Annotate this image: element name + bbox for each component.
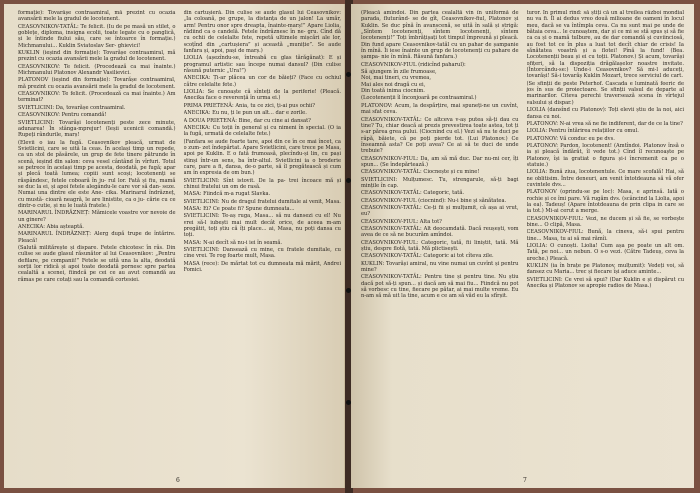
- paragraph: ANECIKA: Cu toții în general și cu nimeni în special. (O ia la fugă, urmată de celelalte fete.): [183, 124, 341, 138]
- paragraph: Să ajungem în zile frumoase, Noi, mai tineri, cu vremea, Mai ales noi dragă cu ei, Din toată inima ciocnim.: [361, 69, 437, 95]
- paragraph: CEASOVNIKOV: Pentru comandă!: [18, 112, 107, 119]
- paragraph: A DOUA PRIETENĂ: Bine, dar cu cine ai dansat?: [183, 117, 311, 124]
- left-page: [4, 4, 347, 488]
- paragraph: SVIETLICINI: Mulțumesc. Tu, strengarule, să-ți bagi mințile în cap.: [361, 176, 519, 189]
- paragraph: SVIETLICINI: Ce vrei să spui? (Dar Kuklin e și dispărut cu Anecika și Platonov se apropie radios de Masa.): [526, 276, 684, 290]
- paragraph: CEASOVNIKOV-TATĂL: Te felicit. (Iu de pe masă un stilet, o goblețe, diploma, insigna ecolii, toate legate cu o panglică, și le întinde fiului său, care se întoarce în formație.) Michmanului... Kuklin Sviatoslav Ser- ghievici!: [18, 23, 176, 49]
- paragraph: SVIETLICINI: Sînt istovit. De la pa- trei încoace mă și chinui fratelui un om de rasă.: [183, 177, 341, 190]
- paragraph: LIOLIA: Bună ziua, locotenentule. Ce mare scofală! Hai, să ne oblitisim. Între deneuri, am venit întotdeauna să vă ofer cuvintele dvs...: [526, 169, 684, 188]
- paragraph: PRIMA PRIETENĂ: Ania, tu ce zici, ți-ai pus ochii?: [183, 102, 316, 109]
- paragraph: ANECIKA: Abia așteaptă.: [18, 224, 84, 230]
- paragraph: PLATONOV (oprindu-se pe loc): Masa, e aprinsă. Iată o rochie și ce îmi pare. Vă rugăm dvs. (scâncind la Liolia, apoi la ea). Tadeuș! (Apare întotdeauna de prin clipa in care se ia tot.) Mi-ai cerut a merge.: [526, 189, 684, 215]
- paragraph: MARINARUL ÎNDRĂZNEȚ: Alerg după trupe de întărire. Pleacă!: [18, 231, 176, 244]
- paragraph: turor. În primul rînd: să știți că un al treilea război mondial nu va fi. Îl ai dedus vreo două milioane de oameni în locul meu, dacă se va întîmpla ceva. Ca nu sunt mai pe unde de bătaia ceva... le cunoaștem, dar și ce mi se stă spus și să fie ca ca și o mamă tulbure, au de dar comandă și cuviinciosă, au fost tot ce în plus a luat tot decît chiar de crisis! Ia sănătatea voastră și a flotei! Pînă la fund! (Bea. Locotenenții beau și ei cu toții. Platonov.) Și acum, tovarăși ofițeri, să la dispoziția drăgălașelor noastre invitate. (Întorcându-se:) Unde-i Ceasovnikov? Să mi-l aduceți, tovarăși! Să-i tovarăș Kuklin Mozart, trece serviciul de cart.: [526, 10, 684, 80]
- paragraph: CEASOVNIKOV-FIUL (ridicînd paharul):: [361, 61, 466, 68]
- paragraph: SVIETLICINI: Tovarăși locotenenți peste zece minute, adunarea! În stânga-mprejur! (Ieșii ucenicii comandă.) Rupeți rândurile, marș!: [18, 119, 176, 139]
- paragraph: LIOLIA (așezîndu-se, întreabă cu glas tărăgănat): E și programul artistic sau începe numai dansul? (Din culise răsună puternic „Ura!”): [183, 55, 341, 75]
- paragraph: LIOLIA: Pentru întărirea relațiilor cu omul.: [526, 128, 639, 135]
- paragraph: CEASOVNIKOV-TATĂL: Ce altceva v-aș putea să-ți dau cu tine? Tu, chiar deacă ai prezis prevestirea toate astea, tot ți s-ar părea grea pului. (Ciocnind cu el.) Vezi să nu te duci pe râpă, băiete, că pe poți pierde tot. (Lui Platonov.) Ce înseamnă asta? Ce poți avea? Ce ai să te duci de unde trebuie?: [361, 116, 519, 155]
- paragraph: MASA: Fiindcă m-a rugat Slavka.: [183, 191, 271, 198]
- paragraph: CEASOVNIKOV-FIUL: Bună, la cineva, să-i spui pentru tine... Masa, tu ai să mai rămîi.: [526, 229, 684, 242]
- paragraph: ANECIKA: Ți-ar plăcea un cor de băieți? (Face cu ochiul către celelalte fete.): [183, 75, 341, 88]
- left-page-column-1: [18, 10, 176, 470]
- paragraph: CEASOVNIKOV-TATĂL: Pentru tine și pentru tine. Nu știu dacă pot să-ți spun... și dacă am să mai fiu... Fiindcă nu pot să vorbesc cu tine, fiecare pe pătar, ai mai multe vreme. Eu n-am să mă uit la tine, acum e ce am să văd eu la sfîrșit.: [361, 274, 519, 300]
- paragraph: KUKLIN: Tovarăși amiral, nu vine numai un cuvînt și pentru mine?: [361, 260, 519, 274]
- paragraph: ANECIKA: Eu nu, ți le pun un alt... dar e zorile.: [183, 110, 307, 117]
- paragraph: KUKLIN (ieșind din formație): Tovarășe contraamiral, mă prezint cu ocazia avansării mele la gradul de locotenent.: [18, 50, 176, 63]
- paragraph: CEASOVNIKOV-FIUL: Vezi, ne ducem și să fie, se vorbește bine... O clipă, Masa.: [526, 215, 684, 228]
- paragraph: CEASOVNIKOV-TATĂL: Ciocnește și cu mine!: [361, 169, 480, 176]
- paragraph: (Salută militărește și dispare. Fetele chicotesc în râs. Din culise se aude glasul răsunător al lui Ceasovnikov: „Pentru defilare, pe companii!” Fetele se uită una la alta, deodată sorții lor ridică și apoi toate deodată pornesc spre partea cealaltă a scenei, fiindcă pe cei ce au avut comandă au rămas pe care cotați sau la comandă cortesiei.: [18, 245, 176, 283]
- paragraph: din cartușieră. Din culise se aude glasul lui Ceasovnikov: „Ia coloană, pe grupe, la distanța de un jalon! La umăr, arm! Pentru onor spre dreapta, înainte-marș!” Apare Liolia, rădiind ca o candelă. Fetele îndrăznesc în ne- gru. Cînd dă cu ochii de celelalte fete, repetă ultimele mișcări ale lor, scoțînd din „cartușiera” și această „muniție”. Se aude fanfara și, apoi, pași de marș.): [183, 10, 341, 55]
- right-page-column-2: [527, 10, 685, 470]
- paragraph: PLATONOV: Pardon, locotenent! (Amtîndoi. Platonov însă o ia și pleacă îndărăt, îl vede tot.) Cînd îl recunoaște pe Platonov, își ia gratiat o figura și-i încremenit ca pe o statuie.): [526, 142, 684, 168]
- paragraph: MASA: N-ai decît să nu-i iei în seamă.: [183, 239, 283, 246]
- paragraph: PLATONOV: Vă conduc eu pe dvs.: [526, 135, 615, 142]
- paragraph: CEASOVNIKOV-FIUL: Alta tot?: [361, 218, 442, 225]
- paragraph: MARINARUL ÎNDRĂZNEȚ: Mămicele voastre vor nevoie de un ginere?: [18, 210, 176, 223]
- page-number-left: 6: [176, 477, 180, 484]
- paragraph: CEASOVNIKOV-FIUL: Da, am să mă duc. Dar nu-mi cer, îți spun... (Se îndepărtează.): [361, 155, 519, 168]
- left-page-column-2: [184, 10, 342, 470]
- paragraph: CEASOVNIKOV-FIUL: Categoric, tată, fii liniștit, tată. Mă știu, despre flotă, tată. Mă plictisești.: [361, 239, 519, 253]
- paragraph: CEASOVNIKOV-TATĂL: Alt deocamdată. Dacă reușești, vom avea de ce să ne bucurăm amîndoi.: [361, 226, 519, 239]
- paragraph: (Elevii o iau la fugă. Ceasovnikov pleacă, urmat de Svietlicini, care se uită la ceas. În același timp un repede, ca un stol de păsărele, un grup de fete tinere pătrunde în scenă, ieșind din salon: ceva vesel cântând în vîrfuri. Totul se petrece în același timp pe acesta, deodată, pe fugă; apar și plecă toată lumea; copiii sunt scoși; locotenenți se răspândesc, fetele coboară în ju- rul lor. Fată și fiu, mamă se duc la ei, și apoi fetele alegându-le care vor să dan- seze. Numai una dintre ele este Ane- cika. Marinarul îndrăzneț, cu mustă- cioară neagră, le are linistite, ca o ju- cărie cu ce dintr-o cutie, și nu le luată fratele.): [18, 139, 176, 209]
- paragraph: LIOLIA: O cunoști. Liolia! Cum așa pe poate un alt om. Tată, pe noi... un nebun. O s-o vezi. (Către Tadeuș, ceva la ureche.) Pleacă.: [526, 243, 684, 262]
- paragraph: SVIETLICINI: Dansează cu mine, cu fratele dumitale, cu cine vrei. Te rog foarte mult, Masa.: [183, 247, 341, 260]
- paragraph: SVIETLICINI: Da, tovarășe contraamiral.: [18, 104, 126, 111]
- right-page-column-1: [361, 10, 519, 470]
- paragraph: (Locotenenții îl înconjoară pe contraamiral.): [361, 95, 477, 102]
- paragraph: PLATONOV: N-ai vrea să ne fie indiferent, dar de ce la tine?: [526, 120, 683, 127]
- paragraph: CEASOVNIKOV-TATĂL: Categoric ai tot cîteva zile.: [361, 253, 494, 260]
- paragraph: PLATONOV (ieșind din formație): Tovarășe contraamiral, mă prezint cu ocazia avansării mele la gradul de locotenent.: [18, 77, 176, 90]
- paragraph: MASA: Ei? Ce poate fi? Spune dumneata...: [183, 205, 295, 212]
- paragraph: (Pleacă amîndoi. Din partea cealaltă vin în uniformă de parada, fluturând- se de gît, Ceasovnikov-fiul, Platonov și Kuklin. Se duc pînă în avanscenă, se uită în sală și strigă: „Sîntem locotenenți, sîntem locotenenți, sîntem locotenenți!” Toți îmbrățișați tot timpul împreună și pleacă. Din fund apare Ceasovnikov-tatăl cu un pahar de șampanie în mînă. Îi iese înainte un grup de locotenenți cu pahare de șampa- nie în mînă. Răsună fanfara.): [361, 10, 519, 61]
- paragraph: LIOLIA (dansînd cu Platonov): Toți elevii știu de la noi, aici dansa cu noi.: [526, 107, 684, 120]
- paragraph: SVIETLICINI: Nu de dragul fratelui dumitale ai venit, Masa.: [183, 198, 341, 205]
- paragraph: CEASOVNIKOV: Te felicit. (Procedează ca mai înainte.) Am terminat?: [18, 91, 176, 104]
- paragraph: PLATONOV: Acum, la despărțire, mai spuneți-ne un cuvînt, mai sfat ceva.: [361, 102, 519, 116]
- paragraph: LIOLIA: Se cunoaște că sînteți de la periferie! (Pleacă. Anecika face o reverență în urma ei.): [183, 89, 341, 102]
- right-page: [351, 4, 694, 488]
- paragraph: KUKLIN (ia în brațe pe Platonov, mulțumit): Vedeți voi, să dansez cu Maria... trec și fiecare își aduce aminte...: [526, 263, 684, 276]
- paragraph: CEASOVNIKOV-TATĂL: Ce-ți fii și mulțumit, că așa ai vrut, eu?: [361, 204, 519, 218]
- paragraph: CEASOVNIKOV-FIUL (ciocnind): Nu-i bine și sănătatea.: [361, 197, 507, 204]
- paragraph: (Se sfinții de peste Peterhof. Cascada e luminată feeric de jos în sus de proiectoare. Se sfinții valsul de departe al marinarilor. Citeva perechi traversează scena în vîrtejul valsului și dispar.): [526, 80, 684, 106]
- paragraph: formație): Tovarășe contraamiral, mă prezint cu ocazia avansării mele la gradul de locotenent.: [18, 10, 176, 23]
- page-number-right: 7: [523, 477, 527, 484]
- paragraph: MASA (rece): De mărtat tot cu dumneata mă mărit, Andrei Fomici.: [183, 260, 341, 274]
- paragraph: (Fanfara se aude foarte tare, apoi din ce în ce mai încet, ca o zum- zet îndepărtat. Apare Svietlicini, care trece pe Masa, apoi pe Kuklin. E o fată frumoasă, plecîndu-și lin, cu pași stinși într-un sens, ba într-altul. Svietlicini ia o broderie care, pare a fi, dansa, de-o parte, să îl pregătească și cum am în expresia de om bun.): [183, 138, 341, 177]
- paragraph: SVIETLICINI: Te-aș ruga, Masa... să nu dansezi cu el! Nu vrei să-l iubești mai mult decât orice, de aceea m-am pregătit, toți știu că îți place... ai, Masa, nu poți dansa cu toți.: [183, 213, 341, 239]
- paragraph: CEASOVNIKOV: Te felicit. (Procedează ca mai înainte.) Michmanului Platonov Alexandr Vasilievici.: [18, 63, 176, 77]
- paragraph: CEASOVNIKOV-TATĂL: Categoric, tată.: [361, 190, 465, 197]
